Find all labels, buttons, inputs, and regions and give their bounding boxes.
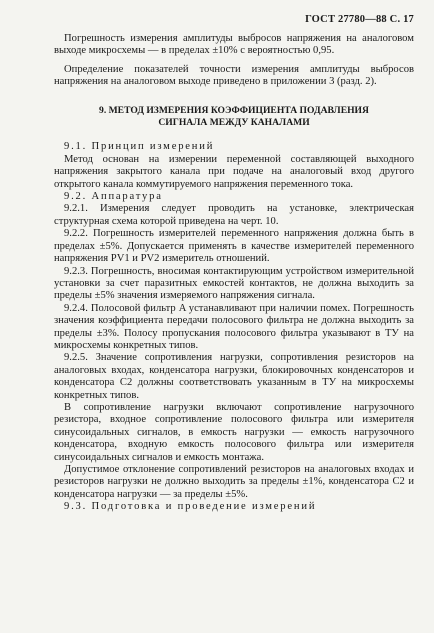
heading-9-1: 9.1. Принцип измерений: [64, 141, 215, 153]
heading-9-2: 9.2. Аппаратура: [64, 191, 163, 203]
paragraph-9-1: Метод основан на измерении переменной составляющей выходного напряжения закрытого канала при подаче на аналоговый вход другого открытого канала коммутируемого напряжения переменного тока.: [54, 153, 414, 190]
paragraph-9-2-1: 9.2.1. Измерения следует проводить на установке, электрическая структурная схема которой приведена на черт. 10.: [54, 203, 414, 227]
document-body: [54, 33, 414, 514]
paragraph-9-2-3: 9.2.3. Погрешность, вносимая контактирующим устройством измерительной установки за счет паразитных емкостей контактов, не должна выходить за пределы ±5% значения измеряемого напряжения сигнала.: [54, 265, 414, 302]
section-title-line-2: СИГНАЛА МЕЖДУ КАНАЛАМИ: [158, 117, 310, 129]
paragraph-9-2-4: 9.2.4. Полосовой фильтр A устанавливают при наличии помех. Погрешность значения коэффициента передачи полосового фильтра не должна выходить за пределы ±3%. Полосу пропускания полосового фильтра указывают в ТУ на микросхемы конкретных типов.: [54, 302, 414, 351]
page-header: ГОСТ 27780—88 С. 17: [305, 14, 414, 25]
paragraph-accuracy-reference: Определение показателей точности измерения амплитуды выбросов напряжения на аналоговом выходе приведено в приложении 3 (разд. 2).: [54, 63, 414, 88]
section-title: [54, 105, 414, 130]
paragraph-error-limit: Погрешность измерения амплитуды выбросов напряжения на аналоговом выходе микросхемы — в пределах ±10% с вероятностью 0,95.: [54, 33, 414, 57]
section-title-line-1: 9. МЕТОД ИЗМЕРЕНИЯ КОЭФФИЦИЕНТА ПОДАВЛЕНИЯ: [99, 104, 369, 116]
paragraph-9-2-2: 9.2.2. Погрешность измерителей переменного напряжения должна быть в пределах ±5%. Допускается применять в качестве измерителей переменного напряжения PV1 и PV2 измеритель отношений.: [54, 228, 414, 265]
paragraph-load-resistance: В сопротивление нагрузки включают сопротивление нагрузочного резистора, входное сопротивление полосового фильтра или измерителя синусоидальных сигналов, в емкость нагрузки — емкость нагрузочного конденсатора, входную емкость полосового фильтра или измерителя синусоидальных сигналов и емкость монтажа.: [54, 401, 414, 463]
paragraph-tolerance: Допустимое отклонение сопротивлений резисторов на аналоговых входах и резисторов нагрузки не должно выходить за пределы ±1%, конденсатора C2 и конденсатора нагрузки — за пределы ±5%.: [54, 464, 414, 500]
paragraph-9-2-5: 9.2.5. Значение сопротивления нагрузки, сопротивления резисторов на аналоговых входах, конденсатора нагрузки, блокировочных конденсаторов и конденсатора C2 должны соответствовать указанным в ТУ на микросхемы конкретных типов.: [54, 352, 414, 401]
heading-9-3: 9.3. Подготовка и проведение измерений: [64, 501, 317, 513]
